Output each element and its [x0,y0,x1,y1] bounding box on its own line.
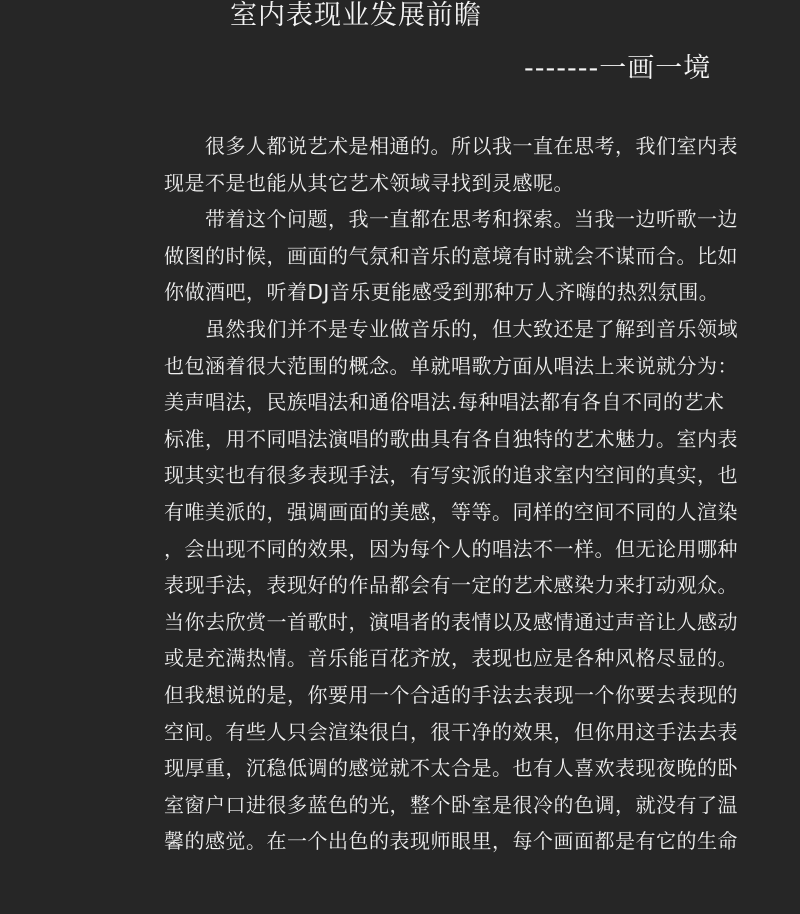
paragraph-line: 带着这个问题，我一直都在思考和探索。当我一边听歌一边 [164,207,738,232]
article-byline: -------一画一境 [524,53,712,84]
paragraph-line: 但我想说的是，你要用一个合适的手法去表现一个你要去表现的 [164,682,738,707]
paragraph-line: 虽然我们并不是专业做音乐的，但大致还是了解到音乐领域 [164,316,738,341]
paragraph-line: 现厚重，沉稳低调的感觉就不太合是。也有人喜欢表现夜晚的卧 [164,756,738,781]
paragraph-line: 或是充满热情。音乐能百花齐放，表现也应是各种风格尽显的。 [164,646,738,671]
paragraph-line: 标准，用不同唱法演唱的歌曲具有各自独特的艺术魅力。室内表 [164,426,738,451]
paragraph-line: 很多人都说艺术是相通的。所以我一直在思考，我们室内表 [164,134,738,158]
paragraph-line: 你做酒吧，听着DJ音乐更能感受到那种万人齐嗨的热烈氛围。 [164,280,720,305]
paragraph-line: 也包涵着很大范围的概念。单就唱歌方面从唱法上来说就分为： [164,353,738,378]
paragraph-line: 现其实也有很多表现手法，有写实派的追求室内空间的真实，也 [164,463,738,488]
paragraph-line: 空间。有些人只会渲染很白，很干净的效果，但你用这手法去表 [164,719,738,744]
paragraph-line: 做图的时候，画面的气氛和音乐的意境有时就会不谋而合。比如 [164,243,738,268]
article-body [164,128,796,860]
paragraph-line: 现是不是也能从其它艺术领域寻找到灵感呢。 [164,170,574,195]
paragraph-line: 当你去欣赏一首歌时，演唱者的表情以及感情通过声音让人感动 [164,609,738,634]
article-title: 室内表现业发展前瞻 [230,0,482,31]
paragraph-line: ，会出现不同的效果，因为每个人的唱法不一样。但无论用哪种 [164,536,738,561]
paragraph-line: 室窗户口进很多蓝色的光，整个卧室是很冷的色调，就没有了温 [164,792,738,817]
paragraph-line: 馨的感觉。在一个出色的表现师眼里，每个画面都是有它的生命 [164,829,738,854]
paragraph-line: 表现手法，表现好的作品都会有一定的艺术感染力来打动观众。 [164,573,738,598]
paragraph-line: 有唯美派的，强调画面的美感，等等。同样的空间不同的人渲染 [164,499,738,524]
paragraph-line: 美声唱法，民族唱法和通俗唱法.每种唱法都有各自不同的艺术 [164,390,725,415]
